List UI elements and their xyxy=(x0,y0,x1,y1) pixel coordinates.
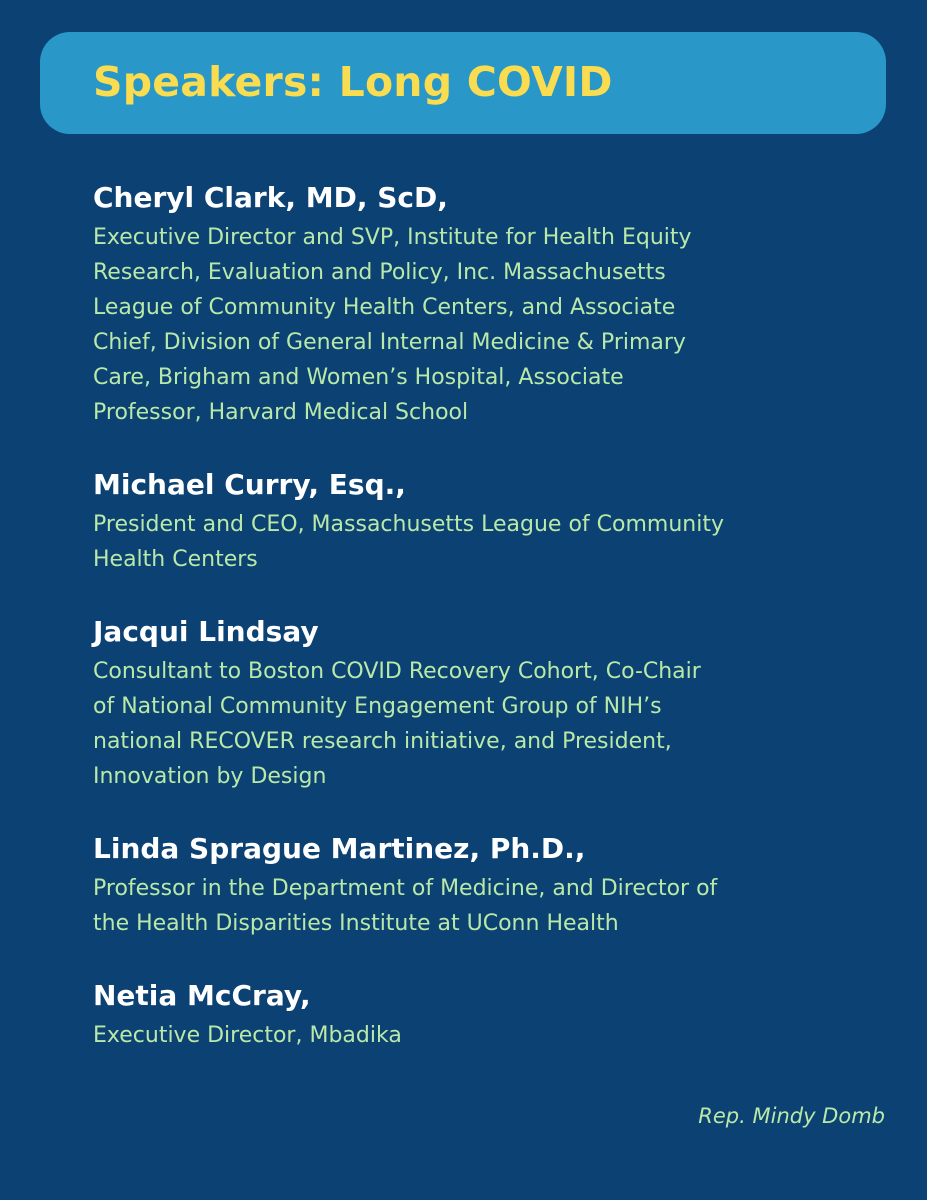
description-line: League of Community Health Centers, and Associate xyxy=(93,295,676,320)
description-line: Health Centers xyxy=(93,547,258,572)
speaker-name: Cheryl Clark, MD, ScD, xyxy=(93,181,448,214)
description-line: national RECOVER research initiative, and President, xyxy=(93,729,672,754)
speaker-description xyxy=(93,1018,883,1053)
description-line: Research, Evaluation and Policy, Inc. Massachusetts xyxy=(93,260,666,285)
description-line: Professor in the Department of Medicine, and Director of xyxy=(93,876,718,901)
speaker-entry-michael-curry xyxy=(93,465,883,577)
page-title: Speakers: Long COVID xyxy=(93,58,613,106)
speaker-description xyxy=(93,654,883,794)
speaker-name: Michael Curry, Esq., xyxy=(93,468,406,501)
description-line: Executive Director, Mbadika xyxy=(93,1023,402,1048)
speaker-entry-netia-mccray xyxy=(93,976,883,1053)
description-line: Professor, Harvard Medical School xyxy=(93,400,469,425)
speaker-name: Linda Sprague Martinez, Ph.D., xyxy=(93,832,586,865)
speaker-description xyxy=(93,220,883,430)
speaker-entry-cheryl-clark xyxy=(93,178,883,430)
description-line: Care, Brigham and Women’s Hospital, Associate xyxy=(93,365,624,390)
description-line: Innovation by Design xyxy=(93,764,327,789)
description-line: the Health Disparities Institute at UConn Health xyxy=(93,911,619,936)
speaker-description xyxy=(93,507,883,577)
speaker-list xyxy=(93,178,883,1088)
speaker-entry-jacqui-lindsay xyxy=(93,612,883,794)
speaker-name: Jacqui Lindsay xyxy=(93,615,319,648)
header-bar xyxy=(40,32,886,134)
description-line: of National Community Engagement Group of NIH’s xyxy=(93,694,662,719)
description-line: President and CEO, Massachusetts League of Community xyxy=(93,512,724,537)
footer-credit: Rep. Mindy Domb xyxy=(698,1104,885,1128)
description-line: Executive Director and SVP, Institute for Health Equity xyxy=(93,225,692,250)
speaker-description xyxy=(93,871,883,941)
description-line: Consultant to Boston COVID Recovery Cohort, Co-Chair xyxy=(93,659,701,684)
speaker-name: Netia McCray, xyxy=(93,979,311,1012)
speaker-entry-linda-sprague-martinez xyxy=(93,829,883,941)
description-line: Chief, Division of General Internal Medicine & Primary xyxy=(93,330,686,355)
